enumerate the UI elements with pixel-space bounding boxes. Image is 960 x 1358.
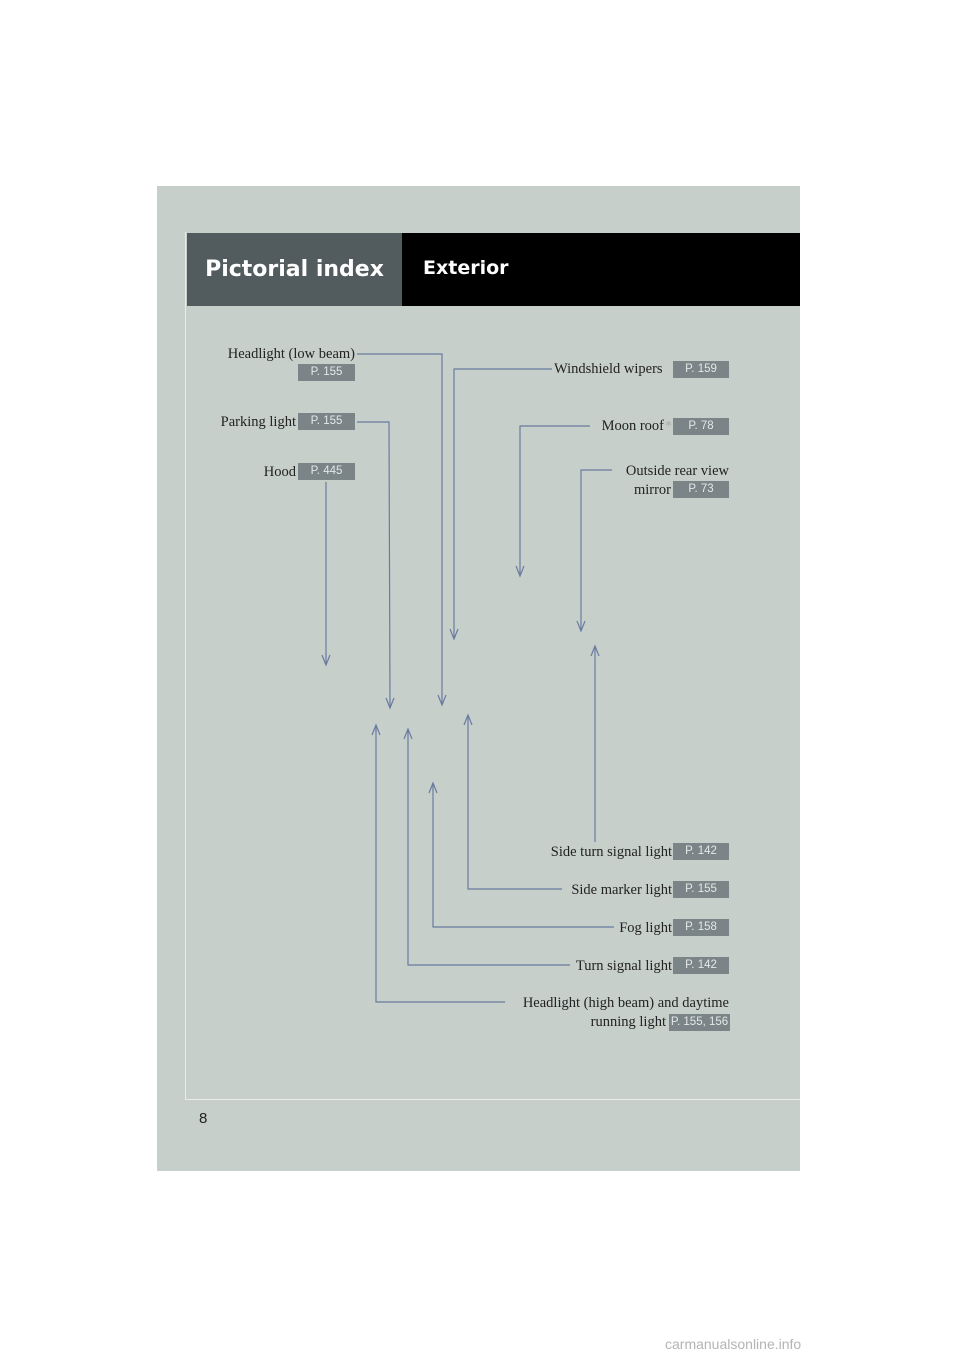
callout-label-parking-light: Parking light <box>220 414 296 430</box>
callout-label-outside-mirror-line1: Outside rear view <box>625 463 729 479</box>
callout-label-side-marker-light: Side marker light <box>571 882 672 898</box>
callout-page-side-turn-signal-light[interactable]: P. 142 <box>673 843 729 860</box>
callout-label-side-turn-signal-light: Side turn signal light <box>550 844 672 860</box>
callout-label-turn-signal-light: Turn signal light <box>575 958 672 974</box>
leader-moon-roof <box>520 426 590 575</box>
callout-page-side-marker-light[interactable]: P. 155 <box>673 881 729 898</box>
leader-parking-light <box>357 422 390 707</box>
option-asterisk-icon: * <box>665 419 672 434</box>
callout-page-headlight-high-beam-drl[interactable]: P. 155, 156 <box>669 1014 730 1031</box>
watermark: carmanualsonline.info <box>665 1336 802 1352</box>
callout-label-headlight-high-beam-line2: running light <box>590 1014 666 1030</box>
leader-headlight-high-beam-drl <box>376 726 505 1002</box>
callout-page-hood[interactable]: P. 445 <box>298 463 355 480</box>
leader-windshield-wipers <box>454 369 552 638</box>
callout-label-moon-roof <box>560 417 672 436</box>
callout-page-outside-rear-view-mirror[interactable]: P. 73 <box>673 481 729 498</box>
page-number: 8 <box>199 1110 208 1127</box>
callout-label-headlight-low-beam: Headlight (low beam) <box>227 346 355 362</box>
callout-page-moon-roof[interactable]: P. 78 <box>673 418 729 435</box>
callout-label-hood: Hood <box>263 464 296 480</box>
callout-page-headlight-low-beam[interactable]: P. 155 <box>298 364 355 381</box>
callout-label-headlight-high-beam-line1: Headlight (high beam) and daytime <box>522 995 729 1011</box>
callout-label-fog-light: Fog light <box>619 920 672 936</box>
leader-side-marker-light <box>468 716 562 889</box>
callout-page-parking-light[interactable]: P. 155 <box>298 413 355 430</box>
moon-roof-text: Moon roof <box>601 418 664 434</box>
section-title: Pictorial index <box>187 233 402 306</box>
callout-label-outside-mirror-line2: mirror <box>633 482 671 498</box>
callout-label-windshield-wipers: Windshield wipers <box>554 361 663 377</box>
callout-page-windshield-wipers[interactable]: P. 159 <box>673 361 729 378</box>
page-title: Exterior <box>402 233 800 306</box>
leader-headlight-low-beam <box>357 354 442 704</box>
callout-page-turn-signal-light[interactable]: P. 142 <box>673 957 729 974</box>
callout-page-fog-light[interactable]: P. 158 <box>673 919 729 936</box>
